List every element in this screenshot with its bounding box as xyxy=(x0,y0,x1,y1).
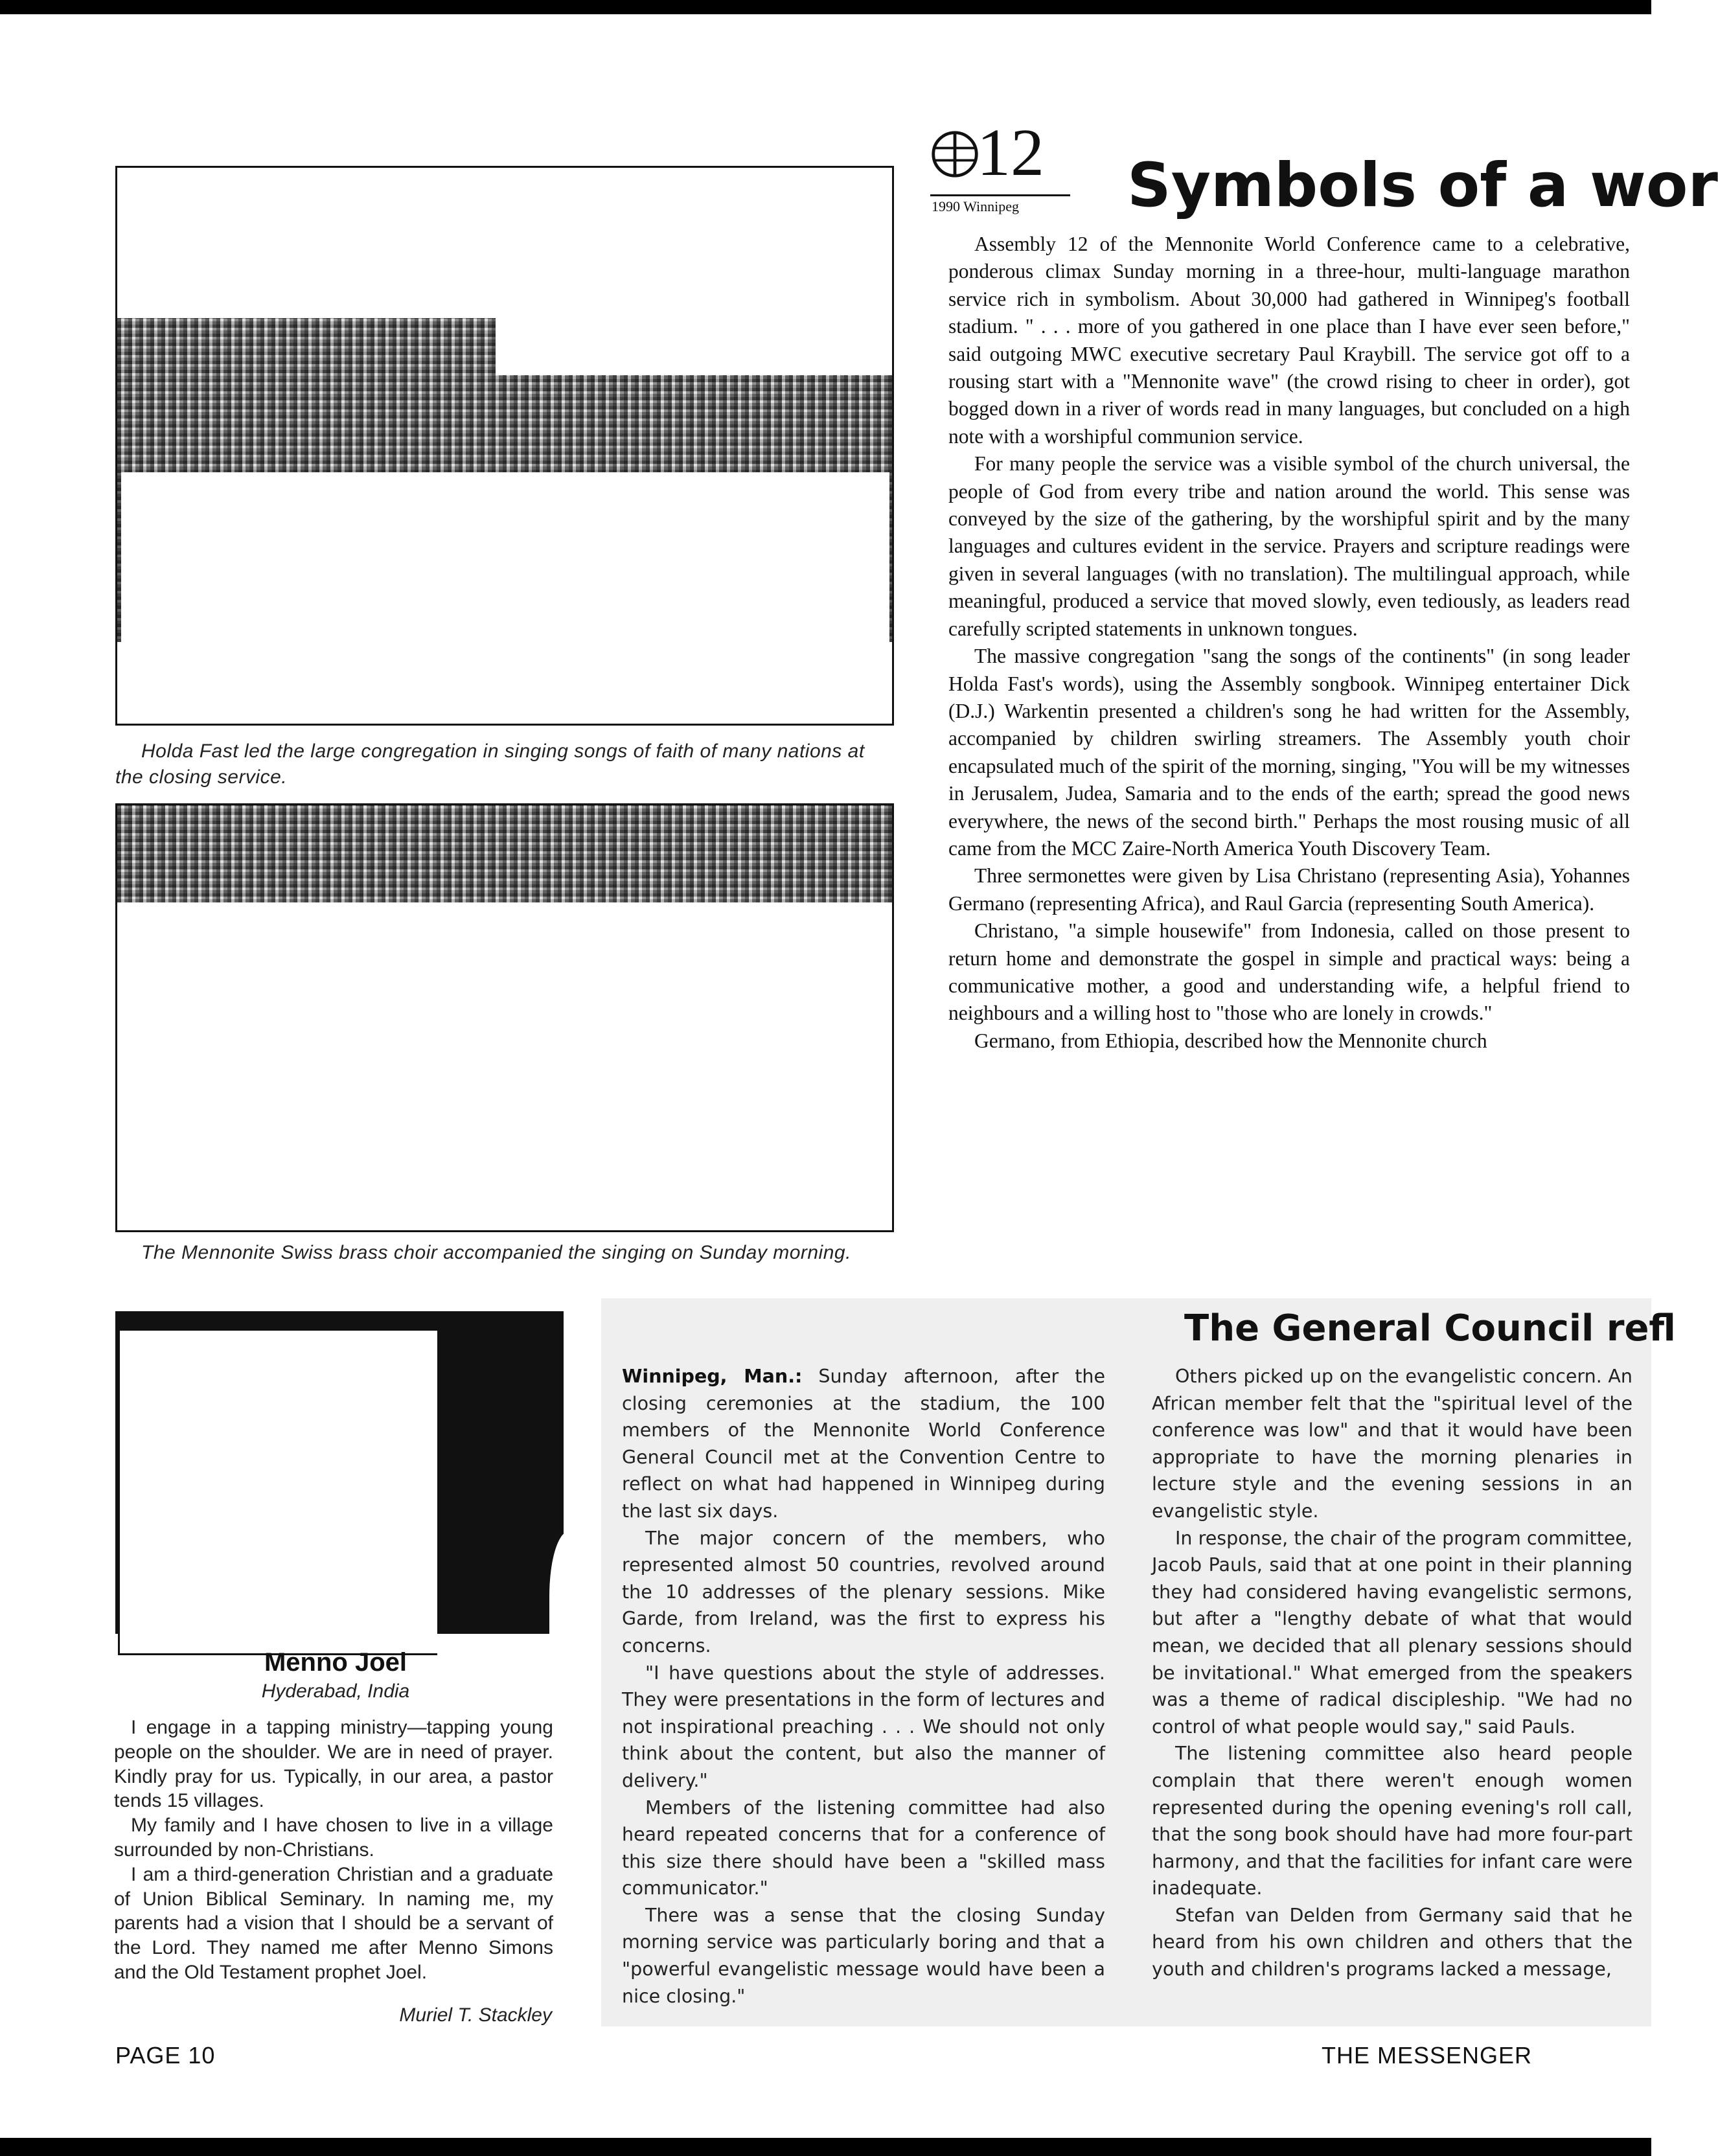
logo-rule xyxy=(930,194,1070,196)
paragraph: The massive congregation "sang the songs of the continents" (in song leader Holda Fast's words), using the Assembly songbook. Winnipeg entertainer Dick (D.J.) Warkentin presented a children's song he had written for the Assembly, accompanied by children swirling streamers. The Assembly youth choir encapsulated much of the spirit of the morning, singing, "You will be my witnesses in Jerusalem, Judea, Samaria and to the ends of the earth; spread the good news everywhere, the news of the second birth." Perhaps the most rousing music of all came from the MCC Zaire-North America Youth Discovery Team. xyxy=(948,645,1630,860)
photo-blank-area-top xyxy=(117,168,496,318)
profile-text xyxy=(114,1715,553,1985)
paragraph: "I have questions about the style of addresses. They were presentations in the form of lectures and not inspirational preaching . . . We should not only think about the content, but also the manner of delivery." xyxy=(622,1662,1105,1791)
globe-cross-icon xyxy=(930,130,979,179)
page-number: PAGE 10 xyxy=(115,2042,216,2069)
paragraph: Others picked up on the evangelistic concern. An African member felt that the "spiritual level of the conference was low" and that it would have been appropriate to have the morning plenaries in lecture style and the evening sessions in an evangelistic style. xyxy=(1152,1366,1632,1522)
paragraph: My family and I have chosen to live in a village surrounded by non-Christians. xyxy=(114,1815,553,1861)
paragraph: For many people the service was a visible symbol of the church universal, the people of God from every tribe and nation around the world. This sense was conveyed by the size of the gathering, by the worshipful spirit and by the many languages and cultures evident in the service. Prayers and scripture readings were given in several languages (with no translation). The multilingual approach, while meaningful, produced a service that moved slowly, even tediously, as leaders read carefully scripted statements in unknown tongues. xyxy=(948,452,1630,640)
article1-headline: Symbols of a wor xyxy=(1127,150,1718,221)
publication-name: THE MESSENGER xyxy=(1322,2042,1533,2069)
profile-photo-highlight xyxy=(549,1531,588,1661)
profile-location: Hyderabad, India xyxy=(261,1680,410,1702)
profile-photo-blank-area xyxy=(118,1331,437,1655)
paragraph: Assembly 12 of the Mennonite World Conference came to a celebrative, ponderous climax Sunday morning in a three-hour, multi-language marathon service rich in symbolism. About 30,000 had gathered in Winnipeg's football stadium. " . . . more of you gathered in one place than I have ever seen before," said outgoing MWC executive secretary Paul Kraybill. The service got off to a rousing start with a "Mennonite wave" (the crowd rising to cheer in order), got bogged down in a river of words read in many languages, but concluded on a high note with a worshipful communion service. xyxy=(948,233,1630,448)
assembly-number: 12 xyxy=(977,115,1044,190)
profile-byline: Muriel T. Stackley xyxy=(399,2004,552,2026)
paragraph-text: Sunday afternoon, after the closing ceremonies at the stadium, the 100 members of the Mennonite World Conference General Council met at the Convention Centre to reflect on what had happened in Winnipeg during the last six days. xyxy=(622,1366,1105,1522)
paragraph xyxy=(622,1363,1105,1525)
paragraph: I am a third-generation Christian and a graduate of Union Biblical Seminary. In naming me, my parents had a vision that I should be a servant of the Lord. They named me after Menno Simons and the Old Testament prophet Joel. xyxy=(114,1863,553,1983)
article1-body xyxy=(948,231,1630,1055)
scan-bottom-border xyxy=(0,2138,1651,2156)
paragraph: I engage in a tapping ministry—tapping young people on the shoulder. We are in need of prayer. Kindly pray for us. Typically, in our area, a pastor tends 15 villages. xyxy=(114,1717,553,1812)
scan-top-border xyxy=(0,0,1651,14)
paragraph: Germano, from Ethiopia, described how the Mennonite church xyxy=(974,1029,1487,1052)
paragraph: Members of the listening committee had also heard repeated concerns that for a conference of this size there should have been a "skilled mass communicator." xyxy=(622,1796,1105,1899)
photo-brass-choir xyxy=(115,803,894,1232)
photo-blank-area-bottom xyxy=(121,472,889,720)
top-photo-caption: Holda Fast led the large congregation in singing songs of faith of many nations at the closing service. xyxy=(115,740,865,788)
article2-column-2 xyxy=(1152,1363,1632,1983)
article2-column-1 xyxy=(622,1363,1105,2010)
paragraph: There was a sense that the closing Sunday morning service was particularly boring and that a "powerful evangelistic message would have been a nice closing." xyxy=(622,1904,1105,2007)
logo-subtitle: 1990 Winnipeg xyxy=(932,198,1019,214)
article2-headline: The General Council refl xyxy=(1184,1307,1676,1349)
paragraph: The major concern of the members, who represented almost 50 countries, revolved around the 10 addresses of the plenary sessions. Mike Garde, from Ireland, was the first to express his concerns. xyxy=(622,1527,1105,1657)
photo-blank-area-top-right xyxy=(496,168,892,375)
assembly-logo xyxy=(930,115,1079,224)
brass-choir-image-strip xyxy=(117,805,892,902)
middle-photo-caption: The Mennonite Swiss brass choir accompanied the singing on Sunday morning. xyxy=(141,1242,851,1263)
paragraph: Stefan van Delden from Germany said that he heard from his own children and others that the youth and children's programs lacked a message, xyxy=(1152,1904,1632,1980)
paragraph: In response, the chair of the program committee, Jacob Pauls, said that at one point in their planning they had considered having evangelistic sermons, but after a "lengthy debate of what that would mean, we decided that all plenary sessions should be invitational." What emerged from the speakers was a theme of radical discipleship. "We had no control of what people would say," said Pauls. xyxy=(1152,1527,1632,1737)
paragraph: The listening committee also heard people complain that there weren't enough women represented during the opening evening's roll call, that the song book should have had more four-part harmony, and that the facilities for infant care were inadequate. xyxy=(1152,1743,1632,1899)
paragraph: Three sermonettes were given by Lisa Christano (representing Asia), Yohannes Germano (representing Africa), and Raul Garcia (representing South America). xyxy=(948,864,1630,915)
profile-name: Menno Joel xyxy=(264,1648,407,1677)
profile-photo xyxy=(115,1311,564,1634)
photo-congregation-singing xyxy=(115,166,894,726)
photo-blank-area xyxy=(117,915,892,1230)
dateline: Winnipeg, Man.: xyxy=(622,1366,803,1387)
paragraph: Christano, "a simple housewife" from Indonesia, called on those present to return home and demonstrate the gospel in simple and practical ways: being a communicative mother, a good and understanding wife, a helpful friend to neighbours and a willing host to "those who are lonely in crowds." xyxy=(948,919,1630,1025)
